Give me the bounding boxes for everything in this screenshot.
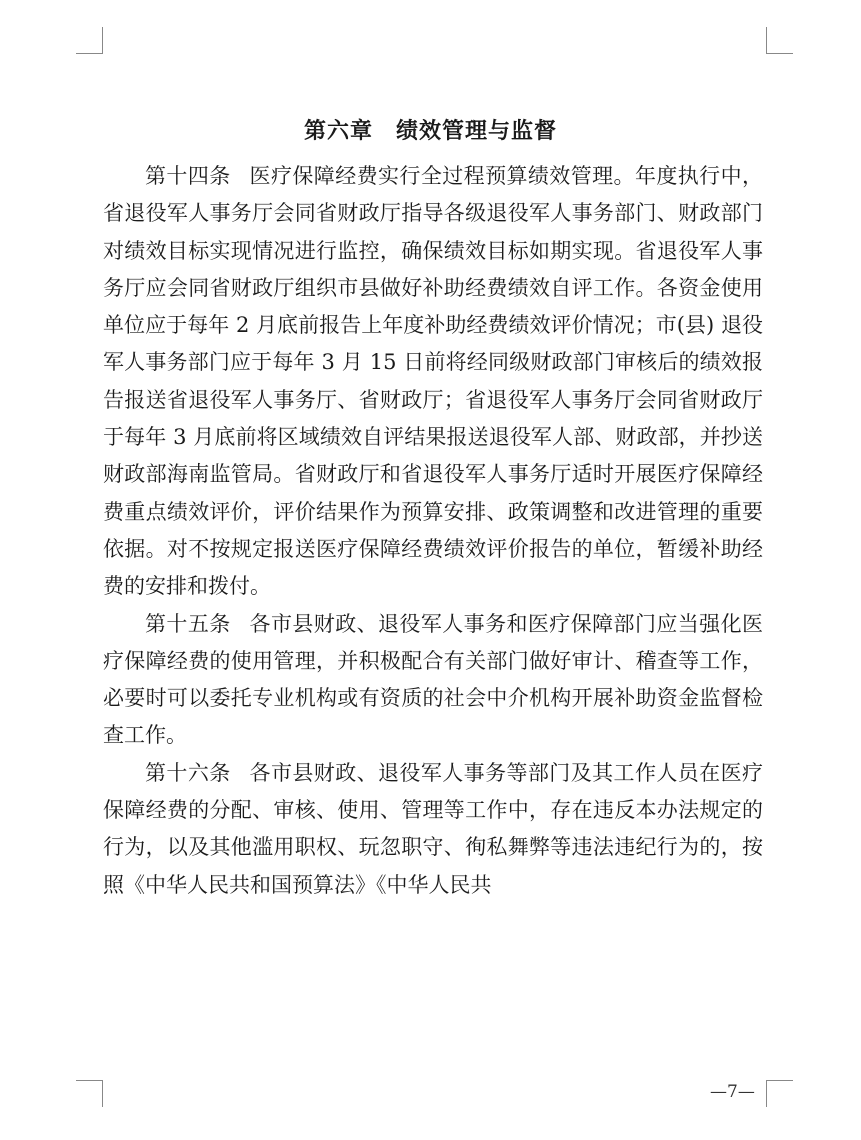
- article-15: [103, 606, 763, 755]
- article-text: 各市县财政、退役军人事务等部门及其工作人员在医疗保障经费的分配、审核、使用、管理等工作中，存在违反本办法规定的行为，以及其他滥用职权、玩忽职守、徇私舞弊等违法违纪行为的，按照《中华人民共和国预算法》《中华人民共: [103, 760, 764, 897]
- article-14: [103, 158, 763, 606]
- article-number: 第十六条: [145, 760, 231, 785]
- article-number: 第十五条: [145, 611, 231, 636]
- article-text: 各市县财政、退役军人事务和医疗保障部门应当强化医疗保障经费的使用管理，并积极配合有关部门做好审计、稽查等工作，必要时可以委托专业机构或有资质的社会中介机构开展补助资金监督检查工作。: [103, 611, 764, 748]
- article-number: 第十四条: [145, 164, 231, 188]
- crop-mark-top-left: [76, 27, 103, 54]
- crop-mark-bottom-right: [766, 1080, 793, 1107]
- crop-mark-bottom-left: [76, 1080, 103, 1107]
- crop-mark-top-right: [766, 27, 793, 54]
- document-body: [103, 158, 763, 904]
- article-16: [103, 755, 763, 904]
- page-number: —7—: [710, 1082, 755, 1102]
- chapter-title: 第六章 绩效管理与监督: [303, 119, 557, 144]
- article-text: 医疗保障经费实行全过程预算绩效管理。年度执行中，省退役军人事务厅会同省财政厅指导各级退役军人事务部门、财政部门对绩效目标实现情况进行监控，确保绩效目标如期实现。省退役军人事务厅应会同省财政厅组织市县做好补助经费绩效自评工作。各资金使用单位应于每年 2 月底前报告上年度补助经费绩效评价情况；市(县) 退役军人事务部门应于每年 3 月 15 日前将经同级财政部门审核后的绩效报告报送省退役军人事务厅、省财政厅；省退役军人事务厅会同省财政厅于每年 3 月底前将区域绩效自评结果报送退役军人部、财政部，并抄送财政部海南监管局。省财政厅和省退役军人事务厅适时开展医疗保障经费重点绩效评价，评价结果作为预算安排、政策调整和改进管理的重要依据。对不按规定报送医疗保障经费绩效评价报告的单位，暂缓补助经费的安排和拨付。: [103, 164, 764, 599]
